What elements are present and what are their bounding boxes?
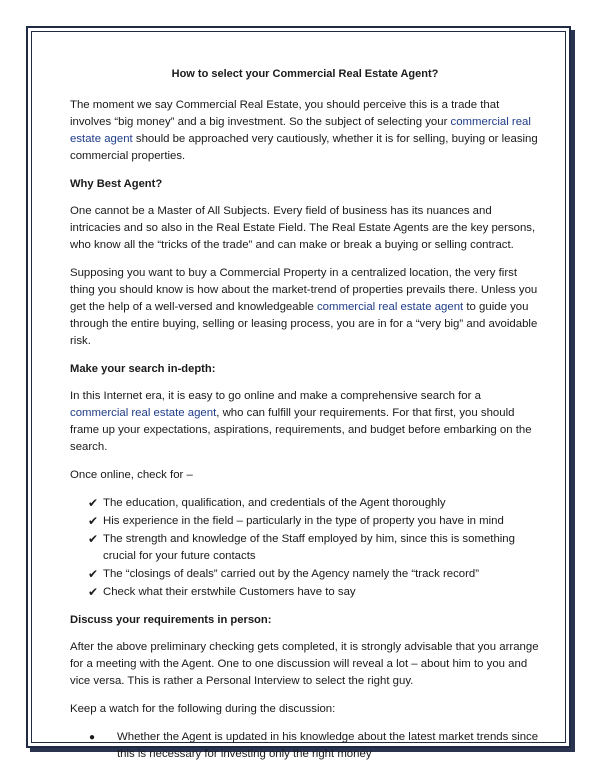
list-item-text: The strength and knowledge of the Staff employed by him, since this is something crucial for your future contacts (103, 533, 515, 562)
why-paragraph-2 (70, 265, 540, 350)
search-paragraph-2: Once online, check for – (70, 469, 193, 481)
check-icon: ✔ (88, 496, 99, 510)
list-item-text: Whether the Agent is updated in his knowledge about the latest market trends since this is necessary for investing only the right money (117, 731, 539, 760)
bullet-icon: ● (89, 732, 96, 743)
discuss-paragraph-1: After the above preliminary checking gets completed, it is strongly advisable that you arrange for a meeting with the Agent. One to one discussion will reveal a lot – about him to you and vice versa. This is rather a Personal Interview to select the right guy. (70, 641, 539, 687)
section-heading-search: Make your search in-depth: (70, 363, 216, 375)
intro-paragraph (70, 97, 540, 165)
commercial-agent-link[interactable]: commercial real estate agent (70, 116, 531, 145)
list-item (88, 531, 540, 565)
discuss-paragraph-2: Keep a watch for the following during the discussion: (70, 703, 336, 715)
list-item-text: The education, qualification, and credentials of the Agent thoroughly (103, 497, 446, 509)
bullet-list (70, 729, 540, 763)
checklist (70, 495, 540, 601)
list-item (87, 729, 540, 763)
check-icon: ✔ (88, 585, 99, 599)
list-item-text: The “closings of deals” carried out by the Agency namely the “track record” (103, 568, 480, 580)
why-paragraph-1: One cannot be a Master of All Subjects. Every field of business has its nuances and intricacies and so also in the Real Estate Field. The Real Estate Agents are the key persons, who know all the “tricks of the trade” and can make or break a buying or selling contract. (70, 205, 536, 251)
check-icon: ✔ (88, 514, 99, 528)
page-title: How to select your Commercial Real Estate Agent? (171, 68, 439, 80)
why-text-end: to guide you through the entire buying, selling or leasing process, you are in for a “very big” and avoidable risk. (70, 301, 538, 347)
commercial-agent-link[interactable]: commercial real estate agent (316, 301, 464, 313)
search-paragraph-1 (70, 388, 540, 456)
check-icon: ✔ (88, 532, 99, 546)
section-heading-discuss: Discuss your requirements in person: (70, 614, 272, 626)
intro-text: The moment we say Commercial Real Estate, you should perceive this is a trade that involves “big money” and a big investment. So the subject of selecting your (70, 99, 500, 128)
check-icon: ✔ (88, 567, 99, 581)
list-item (88, 584, 540, 601)
section-heading-why: Why Best Agent? (70, 178, 163, 190)
list-item (88, 495, 540, 512)
search-text-end: , who can fulfill your requirements. For that first, you should frame up your expectations, aspirations, requirements, and budget before embarking on the search. (70, 407, 532, 453)
why-text: Supposing you want to buy a Commercial Property in a centralized location, the very first thing you should know is how about the market-trend of properties prevails there. Unless you get the help of a well-versed and knowledgeable (70, 267, 538, 313)
list-item (88, 566, 540, 583)
list-item-text: His experience in the field – particularly in the type of property you have in mind (103, 515, 504, 527)
list-item (88, 513, 540, 530)
search-text: In this Internet era, it is easy to go online and make a comprehensive search for a (70, 390, 481, 402)
document-body (70, 66, 540, 774)
list-item-text: Check what their erstwhile Customers have to say (103, 586, 356, 598)
intro-text-end: should be approached very cautiously, whether it is for selling, buying or leasing commercial properties. (70, 133, 538, 162)
commercial-agent-link[interactable]: commercial real estate agent (70, 407, 217, 419)
